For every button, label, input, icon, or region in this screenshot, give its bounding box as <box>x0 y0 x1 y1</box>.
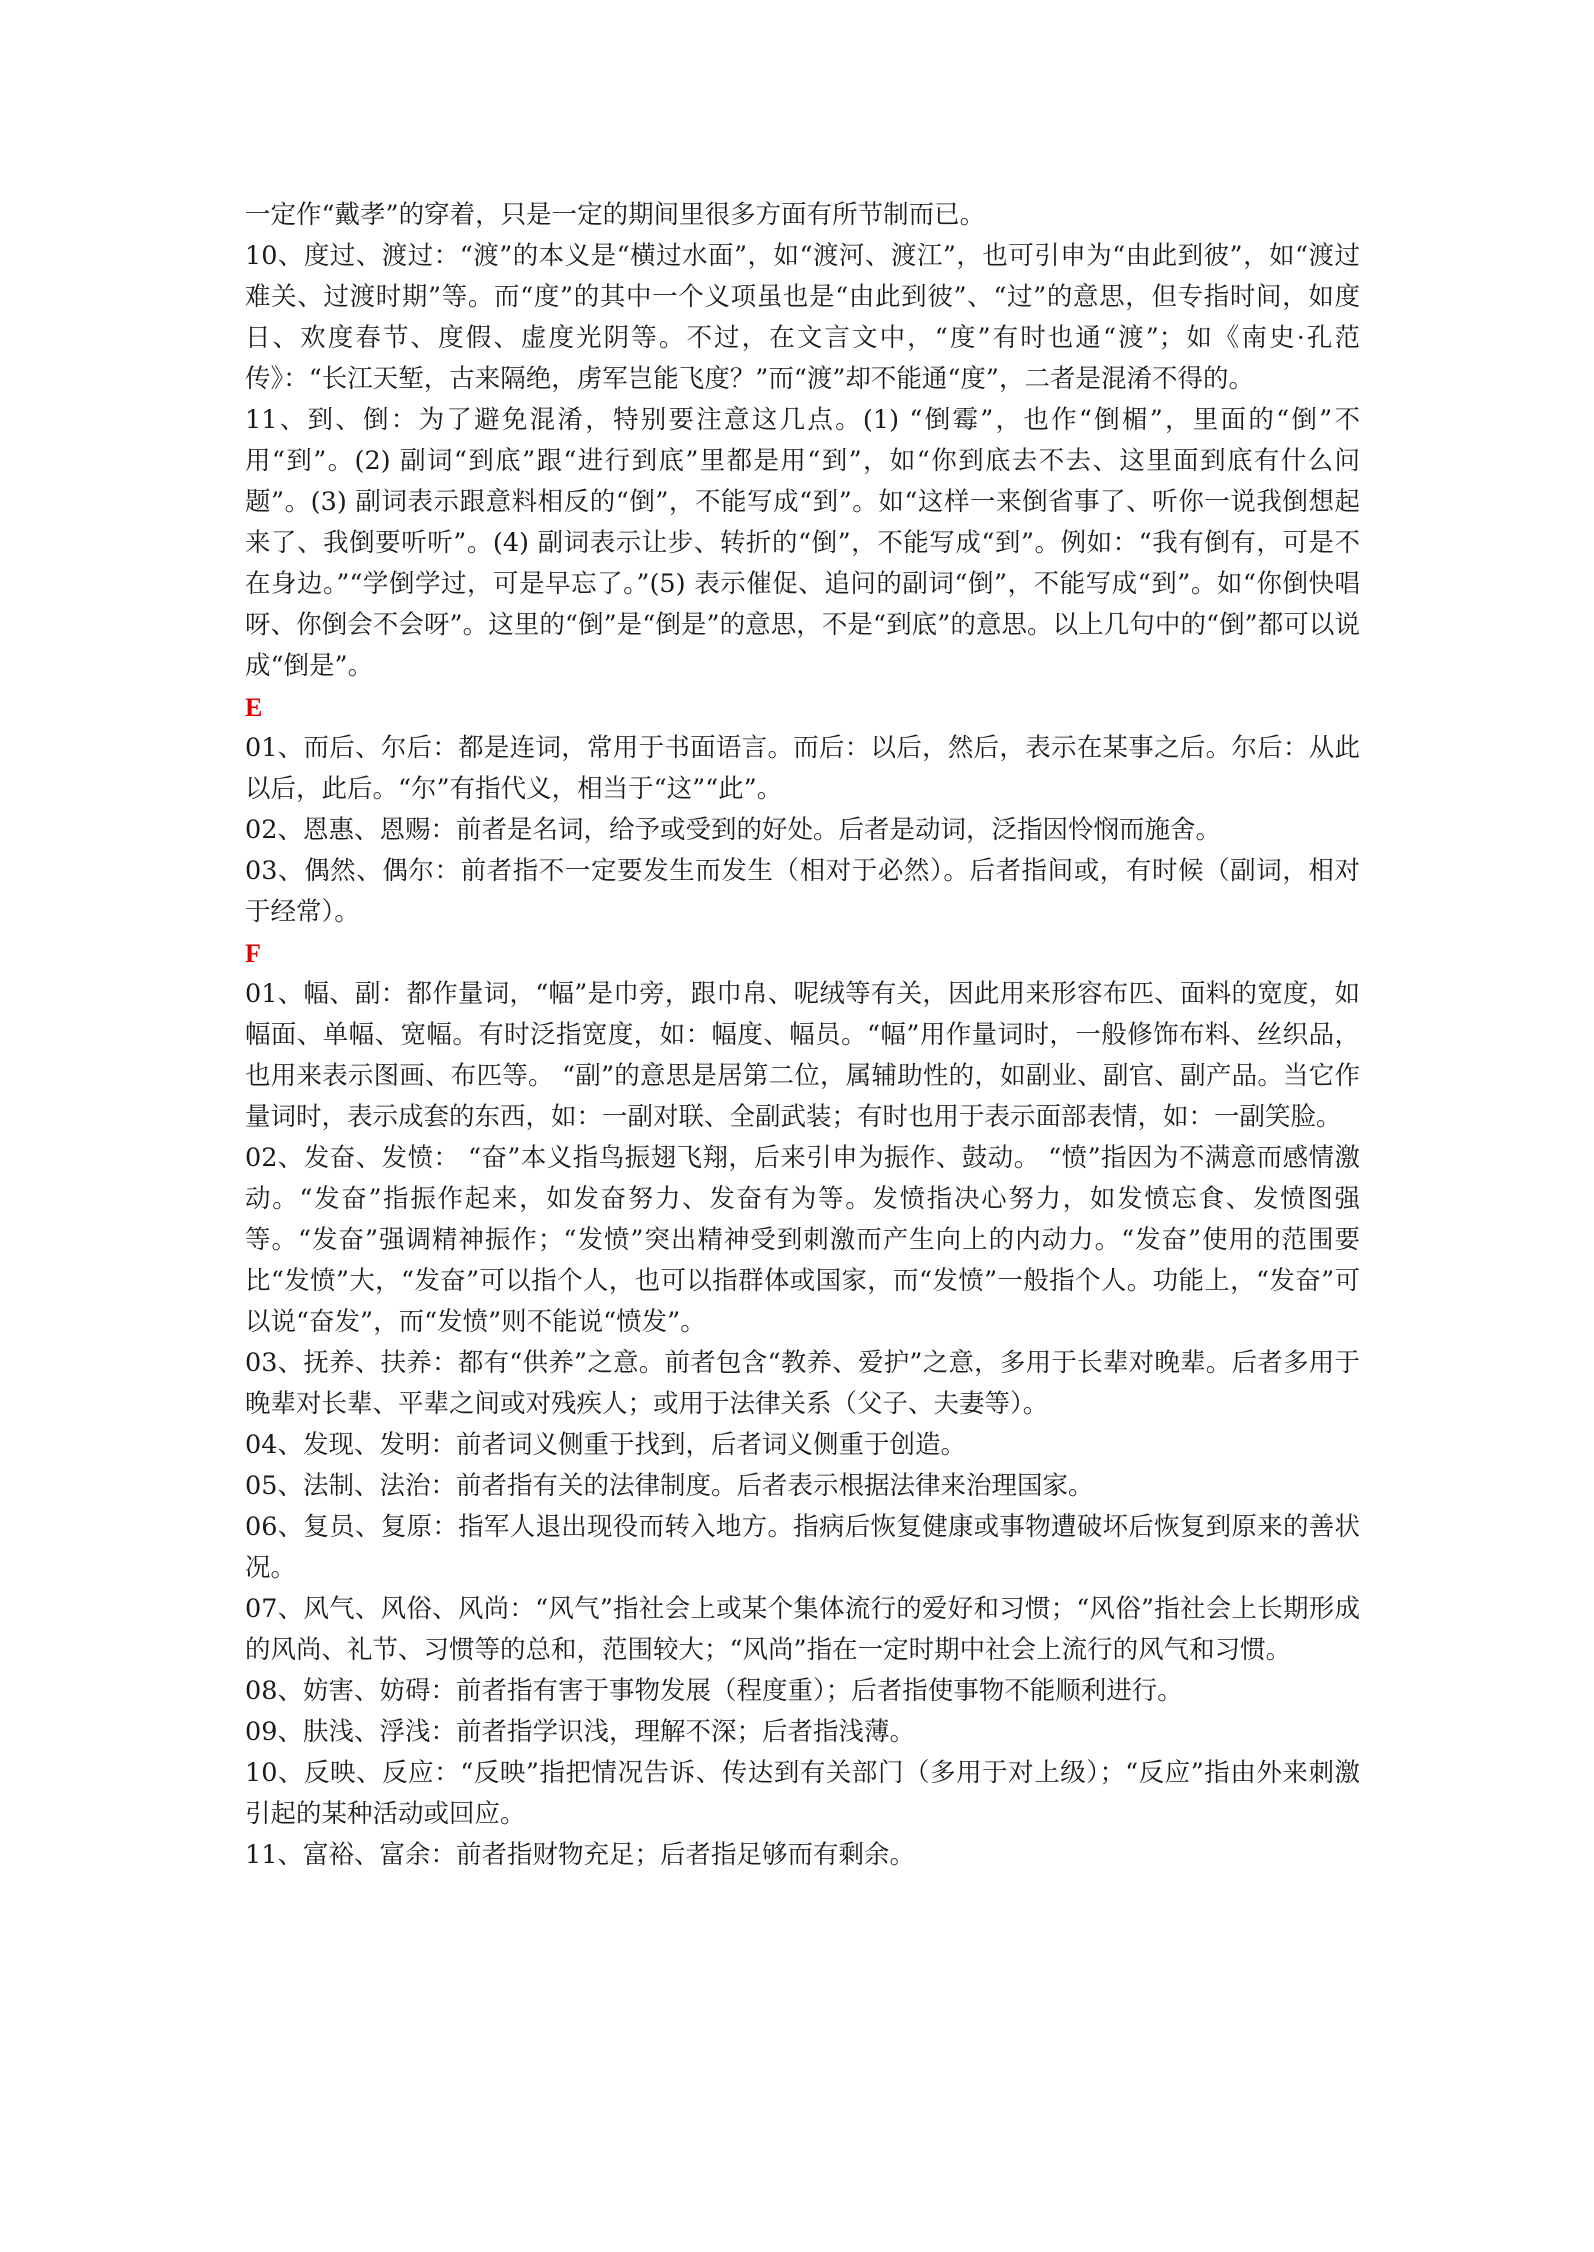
entry-f10-fan-ying: 10、反映、反应：“反映”指把情况告诉、传达到有关部门（多用于对上级）；“反应”指由外来刺激引起的某种活动或回应。 <box>245 1758 1360 1829</box>
entry-d11-dao: 11、到、倒：为了避免混淆，特别要注意这几点。(1) “倒霉”，也作“倒楣”，里面的“倒”不用“到”。(2) 副词“到底”跟“进行到底”里都是用“到”，如“你到底去不去、这里面到底有什么问题”。(3) 副词表示跟意料相反的“倒”，不能写成“到”。如“这样一来倒省事了、听你一说我倒想起来了、我倒要听听”。(4) 副词表示让步、转折的“倒”，不能写成“到”。例如：“我有倒有，可是不在身边。”“学倒学过，可是早忘了。”(5) 表示催促、追问的副词“倒”，不能写成“到”。如“你倒快唱呀、你倒会不会呀”。这里的“倒”是“倒是”的意思，不是“到底”的意思。以上几句中的“倒”都可以说成“倒是”。 <box>245 405 1360 681</box>
entry-f03-fu-yang: 03、抚养、扶养：都有“供养”之意。前者包含“教养、爱护”之意，多用于长辈对晚辈。后者多用于晚辈对长辈、平辈之间或对残疾人；或用于法律关系（父子、夫妻等）。 <box>245 1348 1360 1419</box>
entry-f05-fa-zhi: 05、法制、法治：前者指有关的法律制度。后者表示根据法律来治理国家。 <box>245 1471 1094 1501</box>
entry-d10-du-guo: 10、度过、渡过：“渡”的本义是“横过水面”，如“渡河、渡江”，也可引申为“由此到彼”，如“渡过难关、过渡时期”等。而“度”的其中一个义项虽也是“由此到彼”、“过”的意思，但专指时间，如度日、欢度春节、度假、虚度光阴等。不过，在文言文中，“度”有时也通“渡”；如《南史·孔范传》：“长江天堑，古来隔绝，虏军岂能飞度？”而“渡”却不能通“度”，二者是混淆不得的。 <box>245 241 1360 394</box>
entry-f08-fang-hai: 08、妨害、妨碍：前者指有害于事物发展（程度重）；后者指使事物不能顺利进行。 <box>245 1676 1183 1706</box>
entry-f02-fa-fen: 02、发奋、发愤： “奋”本义指鸟振翅飞翔，后来引申为振作、鼓动。 “愤”指因为不满意而感情激动。“发奋”指振作起来，如发奋努力、发奋有为等。发愤指决心努力，如发愤忘食、发愤图强等。“发奋”强调精神振作；“发愤”突出精神受到刺激而产生向上的内动力。“发奋”使用的范围要比“发愤”大，“发奋”可以指个人，也可以指群体或国家，而“发愤”一般指个人。功能上，“发奋”可以说“奋发”，而“发愤”则不能说“愤发”。 <box>245 1143 1360 1337</box>
paragraph-continuation: 一定作“戴孝”的穿着，只是一定的期间里很多方面有所节制而已。 <box>245 200 986 230</box>
document-page <box>245 195 1360 1876</box>
entry-e03-ou-ran: 03、偶然、偶尔：前者指不一定要发生而发生（相对于必然）。后者指间或，有时候（副词，相对于经常）。 <box>245 856 1360 927</box>
entry-f04-fa-xian: 04、发现、发明：前者词义侧重于找到，后者词义侧重于创造。 <box>245 1430 966 1460</box>
entry-f06-fu-yuan: 06、复员、复原：指军人退出现役而转入地方。指病后恢复健康或事物遭破坏后恢复到原来的善状况。 <box>245 1512 1360 1583</box>
section-heading-f: F <box>245 939 261 968</box>
section-heading-e: E <box>245 693 263 722</box>
entry-f09-fu-qian: 09、肤浅、浮浅：前者指学识浅，理解不深；后者指浅薄。 <box>245 1717 915 1747</box>
entry-f11-fu-yu: 11、富裕、富余：前者指财物充足；后者指足够而有剩余。 <box>245 1840 915 1870</box>
entry-e02-en-hui: 02、恩惠、恩赐：前者是名词，给予或受到的好处。后者是动词，泛指因怜悯而施舍。 <box>245 815 1221 845</box>
entry-e01-er-hou: 01、而后、尔后：都是连词，常用于书面语言。而后：以后，然后，表示在某事之后。尔后：从此以后，此后。“尔”有指代义，相当于“这”“此”。 <box>245 733 1360 804</box>
entry-f01-fu: 01、幅、副：都作量词，“幅”是巾旁，跟巾帛、呢绒等有关，因此用来形容布匹、面料的宽度，如幅面、单幅、宽幅。有时泛指宽度，如：幅度、幅员。“幅”用作量词时，一般修饰布料、丝织品，也用来表示图画、布匹等。 “副”的意思是居第二位，属辅助性的，如副业、副官、副产品。当它作量词时，表示成套的东西，如：一副对联、全副武装；有时也用于表示面部表情，如：一副笑脸。 <box>245 979 1360 1132</box>
entry-f07-feng-qi: 07、风气、风俗、风尚：“风气”指社会上或某个集体流行的爱好和习惯；“风俗”指社会上长期形成的风尚、礼节、习惯等的总和，范围较大；“风尚”指在一定时期中社会上流行的风气和习惯。 <box>245 1594 1360 1665</box>
